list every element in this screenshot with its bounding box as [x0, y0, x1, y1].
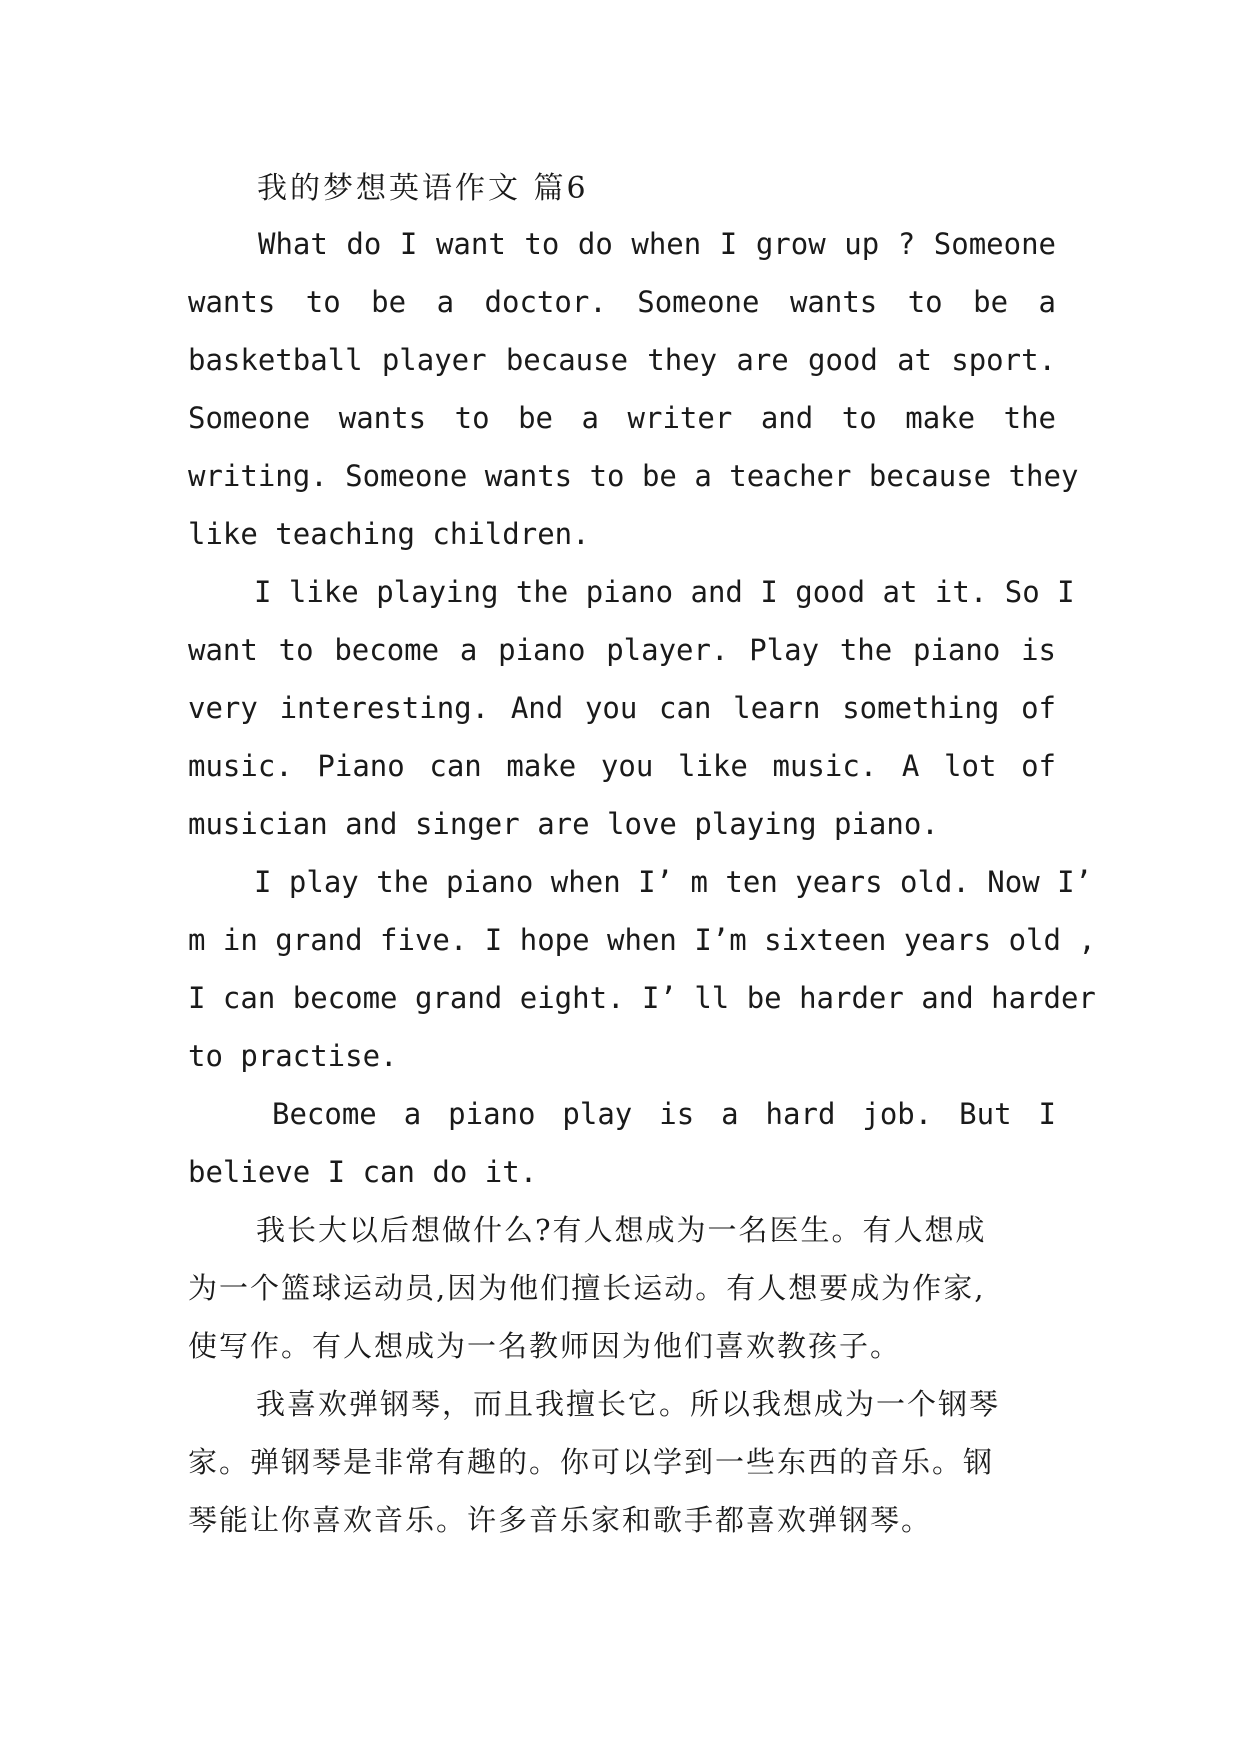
paragraph-6-line-3: 琴能让你喜欢音乐。许多音乐家和歌手都喜欢弹钢琴。	[188, 1503, 933, 1537]
paragraph-5-line-3: 使写作。有人想成为一名教师因为他们喜欢教孩子。	[188, 1329, 902, 1363]
paragraph-2-line-4: music. Piano can make you like music. A lot of	[188, 749, 1056, 783]
paragraph-3-line-1: I play the piano when I’ m ten years old. Now I’	[254, 865, 1093, 899]
paragraph-1-line-4: Someone wants to be a writer and to make the	[188, 401, 1056, 435]
paragraph-5-line-2: 为一个篮球运动员,因为他们擅长运动。有人想要成为作家,	[188, 1271, 986, 1305]
paragraph-6-line-1: 我喜欢弹钢琴，而且我擅长它。所以我想成为一个钢琴	[256, 1387, 1001, 1421]
paragraph-3-line-2: m in grand five. I hope when I’m sixteen years old ,	[188, 923, 1096, 957]
paragraph-1-line-5: writing. Someone wants to be a teacher because they	[188, 459, 1079, 493]
paragraph-2-line-3: very interesting. And you can learn something of	[188, 691, 1056, 725]
paragraph-2-line-2: want to become a piano player. Play the piano is	[188, 633, 1056, 667]
paragraph-1-line-2: wants to be a doctor. Someone wants to be a	[188, 285, 1056, 319]
paragraph-5-line-1: 我长大以后想做什么?有人想成为一名医生。有人想成	[256, 1213, 987, 1247]
paragraph-4-line-2: believe I can do it.	[188, 1155, 538, 1189]
document-title: 我的梦想英语作文 篇6	[257, 171, 589, 206]
paragraph-1-line-6: like teaching children.	[188, 517, 590, 551]
paragraph-2-line-5: musician and singer are love playing piano.	[188, 807, 939, 841]
paragraph-4-line-1: Become a piano play is a hard job. But I	[272, 1097, 1056, 1131]
paragraph-3-line-4: to practise.	[188, 1039, 398, 1073]
paragraph-1-line-3: basketball player because they are good at sport.	[188, 343, 1056, 377]
paragraph-2-line-1: I like playing the piano and I good at it. So I	[254, 575, 1075, 609]
paragraph-6-line-2: 家。弹钢琴是非常有趣的。你可以学到一些东西的音乐。钢	[188, 1445, 995, 1479]
paragraph-1-line-1: What do I want to do when I grow up ? Someone	[258, 227, 1056, 261]
paragraph-3-line-3: I can become grand eight. I’ ll be harder and harder	[188, 981, 1096, 1015]
